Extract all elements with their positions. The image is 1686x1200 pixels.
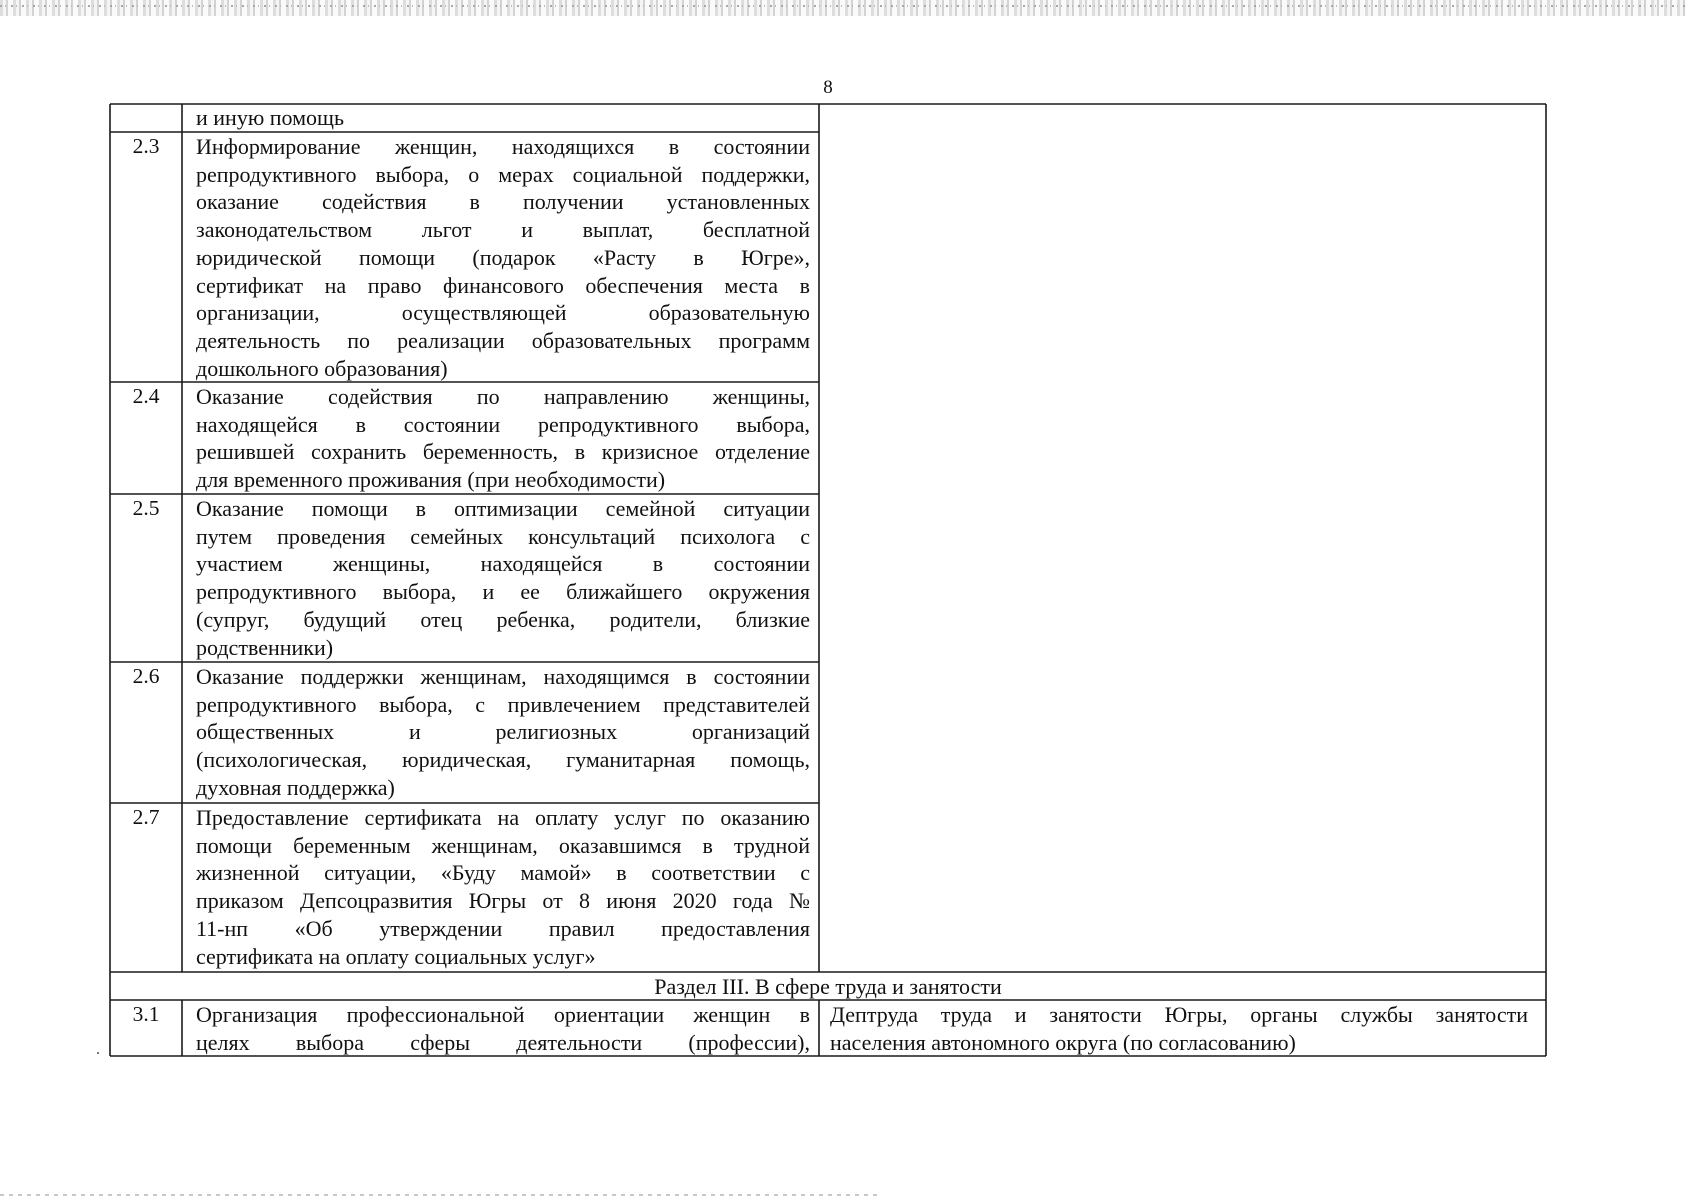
row-description bbox=[196, 663, 810, 802]
description-line: Предоставление сертификата на оплату услуг по оказанию bbox=[196, 805, 810, 830]
scan-noise-bottom bbox=[0, 1194, 880, 1196]
row-number: 2.6 bbox=[132, 664, 160, 688]
row-number: 2.3 bbox=[132, 134, 160, 158]
description-line: законодательством льгот и выплат, бесплатной bbox=[196, 217, 810, 243]
description-line: юридической помощи (подарок «Расту в Югре», bbox=[196, 244, 810, 270]
description-line: оказание содействия в получении установленных bbox=[196, 189, 810, 215]
description-line: помощи беременным женщинам, оказавшимся в трудной bbox=[196, 832, 810, 858]
executor-line: Дептруда труда и занятости Югры, органы службы занятости bbox=[830, 1002, 1528, 1027]
description-line: (психологическая, юридическая, гуманитарная помощь, bbox=[196, 747, 810, 773]
description-line: находящейся в состоянии репродуктивного выбора, bbox=[196, 411, 810, 437]
description-line: духовная поддержка) bbox=[196, 774, 395, 800]
description-line: для временного проживания (при необходимости) bbox=[196, 467, 666, 493]
description-line: и иную помощь bbox=[196, 105, 345, 130]
description-line: сертификат на право финансового обеспечения места в bbox=[196, 272, 810, 298]
description-line: организации, осуществляющей образовательную bbox=[196, 300, 810, 326]
page-number: 8 bbox=[823, 77, 833, 98]
description-line: общественных и религиозных организаций bbox=[196, 719, 810, 745]
description-line: дошкольного образования) bbox=[196, 355, 448, 381]
description-line: участием женщины, находящейся в состоянии bbox=[196, 551, 810, 577]
row-description bbox=[196, 133, 810, 382]
description-line: приказом Депсоцразвития Югры от 8 июня 2020 года № bbox=[196, 888, 810, 914]
row-description bbox=[196, 383, 810, 494]
description-line: Оказание содействия по направлению женщины, bbox=[196, 384, 810, 409]
row-description bbox=[196, 495, 810, 661]
description-line: Информирование женщин, находящихся в состоянии bbox=[196, 134, 810, 159]
description-line: целях выбора сферы деятельности (профессии), bbox=[196, 1029, 810, 1055]
row-number: 3.1 bbox=[132, 1002, 160, 1026]
executor-line: населения автономного округа (по согласованию) bbox=[830, 1029, 1296, 1055]
section-title: Раздел III. В сфере труда и занятости bbox=[654, 974, 1002, 999]
row-number: 2.5 bbox=[132, 496, 160, 520]
row-number: 2.7 bbox=[132, 805, 160, 829]
description-line: 11-нп «Об утверждении правил предоставления bbox=[196, 915, 810, 941]
description-line: родственники) bbox=[196, 634, 334, 660]
row-number: 2.4 bbox=[132, 384, 160, 408]
row-executor bbox=[830, 1001, 1528, 1056]
description-line: сертификата на оплату социальных услуг» bbox=[196, 943, 596, 969]
description-line: репродуктивного выбора, и ее ближайшего окружения bbox=[196, 579, 810, 605]
description-line: Оказание помощи в оптимизации семейной ситуации bbox=[196, 496, 810, 521]
table-row-continuation bbox=[196, 104, 810, 132]
description-line: Оказание поддержки женщинам, находящимся в состоянии bbox=[196, 664, 810, 689]
description-line: жизненной ситуации, «Буду мамой» в соответствии с bbox=[196, 860, 810, 886]
description-line: репродуктивного выбора, о мерах социальной поддержки, bbox=[196, 161, 810, 187]
row-description bbox=[196, 1001, 810, 1056]
description-line: (супруг, будущий отец ребенка, родители, близкие bbox=[196, 606, 810, 632]
description-line: путем проведения семейных консультаций психолога с bbox=[196, 523, 810, 549]
row-description bbox=[196, 804, 810, 970]
description-line: Организация профессиональной ориентации женщин в bbox=[196, 1002, 810, 1027]
description-line: деятельность по реализации образовательных программ bbox=[196, 327, 810, 353]
description-line: репродуктивного выбора, с привлечением представителей bbox=[196, 691, 810, 717]
description-line: решившей сохранить беременность, в кризисное отделение bbox=[196, 439, 810, 465]
scan-speck bbox=[97, 1052, 99, 1054]
